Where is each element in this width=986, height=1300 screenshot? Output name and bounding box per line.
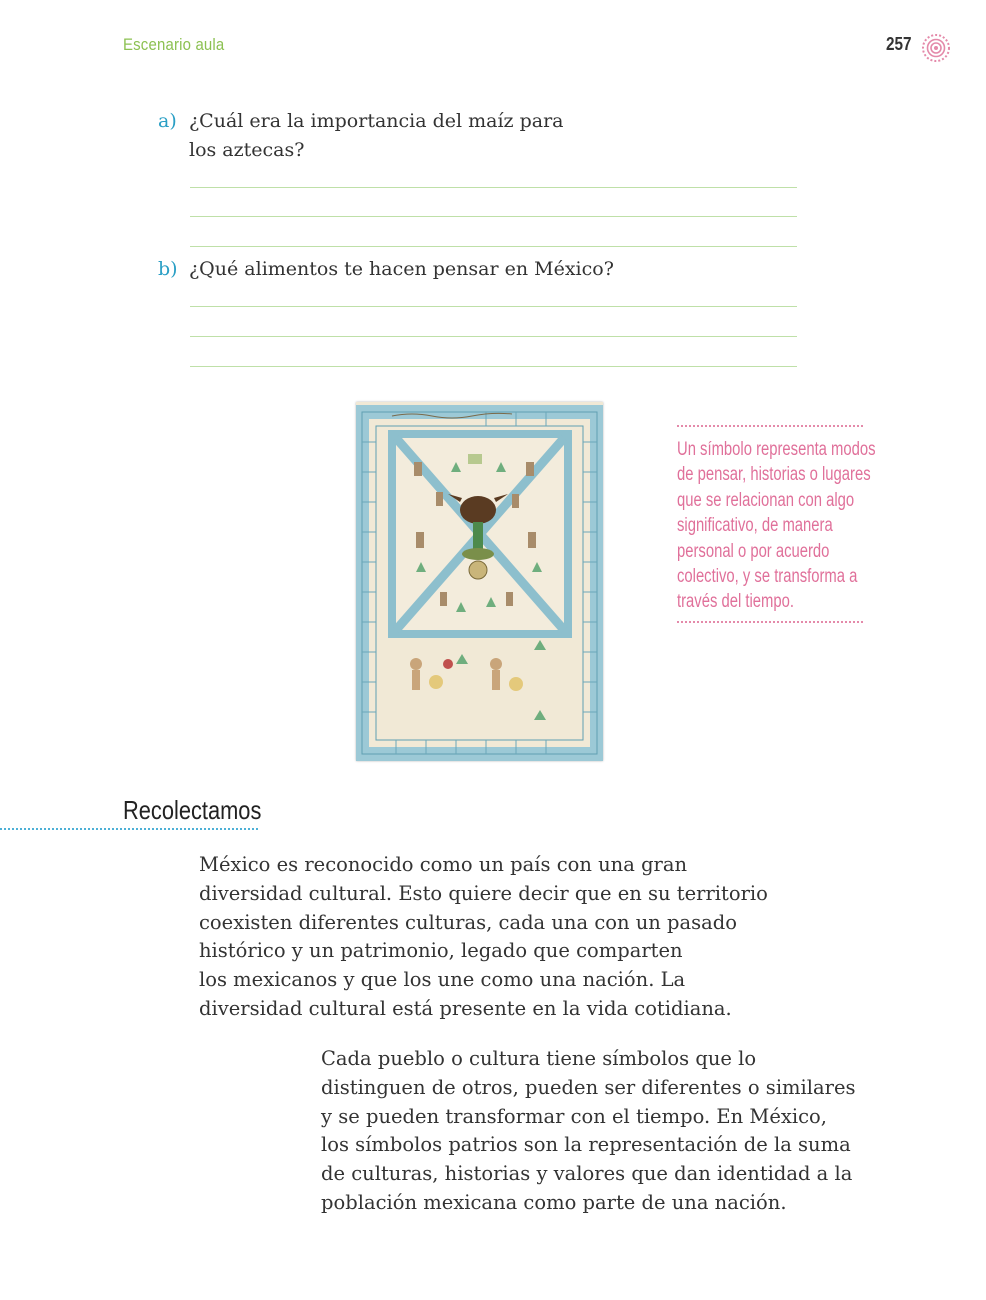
sidebar-note-line: personal o por acuerdo (677, 540, 830, 562)
paragraph-line: los mexicanos y que los une como una nación. La (199, 968, 686, 992)
question-a-letter: a) (158, 110, 177, 132)
section-divider (0, 828, 258, 830)
paragraph-line: los símbolos patrios son la representación de la suma (321, 1133, 851, 1157)
paragraph-line: distinguen de otros, pueden ser diferentes o similares (321, 1075, 856, 1099)
codex-mendoza-illustration (356, 402, 603, 761)
question-b-letter: b) (158, 258, 178, 280)
paragraph-line: diversidad cultural está presente en la vida cotidiana. (199, 996, 732, 1020)
question-a-line-2: los aztecas? (189, 139, 305, 161)
paragraph-line: diversidad cultural. Esto quiere decir que en su territorio (199, 881, 768, 905)
paragraph-line: y se pueden transformar con el tiempo. En México, (321, 1104, 827, 1128)
answer-line[interactable] (190, 306, 797, 307)
paragraph-line: población mexicana como parte de una nación. (321, 1190, 787, 1214)
sidebar-note-line: colectivo, y se transforma a (677, 566, 858, 588)
answer-line[interactable] (190, 366, 797, 367)
paragraph-line: México es reconocido como un país con una gran (199, 853, 688, 876)
answer-line[interactable] (190, 216, 797, 217)
answer-line[interactable] (190, 246, 797, 247)
sidebar-note-line: través del tiempo. (677, 591, 794, 613)
paragraph-line: Cada pueblo o cultura tiene símbolos que lo (321, 1047, 757, 1070)
paragraph-line: coexisten diferentes culturas, cada una con un pasado (199, 910, 738, 934)
body-paragraph-1 (199, 851, 768, 1024)
paragraph-line: histórico y un patrimonio, legado que comparten (199, 939, 683, 963)
question-b-line-1: ¿Qué alimentos te hacen pensar en México? (189, 258, 614, 280)
question-a-text (189, 107, 564, 165)
page-number: 257 (886, 34, 912, 54)
paragraph-line: de culturas, historias y valores que dan identidad a la (321, 1162, 853, 1186)
question-b-text (189, 255, 614, 284)
sidebar-note-line: Un símbolo representa modos (677, 439, 876, 460)
concentric-circle-ornament-icon (920, 32, 952, 64)
question-a-line-1: ¿Cuál era la importancia del maíz para (189, 110, 564, 132)
answer-line[interactable] (190, 187, 797, 188)
sidebar-note (677, 425, 876, 623)
sidebar-note-line: de pensar, historias o lugares (677, 464, 871, 486)
answer-line[interactable] (190, 336, 797, 337)
sidebar-note-line: que se relacionan con algo (677, 489, 855, 511)
sidebar-note-text (677, 437, 876, 615)
sidebar-note-line: significativo, de manera (677, 515, 833, 537)
section-title: Recolectamos (123, 795, 262, 825)
section-label: Escenario aula (123, 35, 225, 54)
body-paragraph-2 (321, 1045, 856, 1218)
